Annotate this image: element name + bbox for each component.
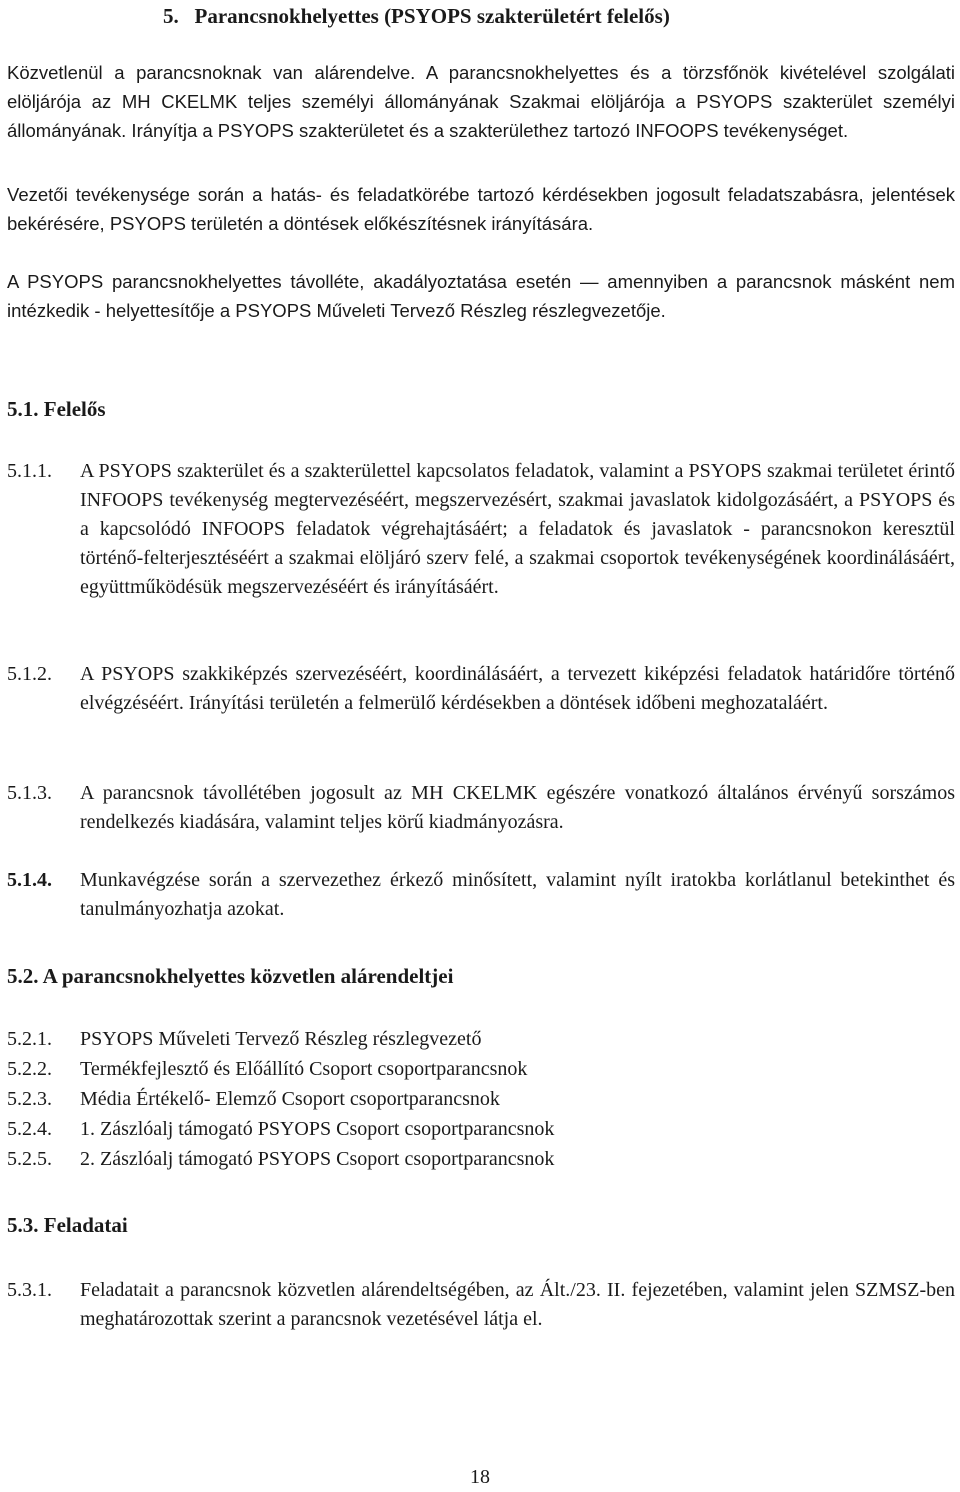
- list-item-5-2-4: [7, 1115, 554, 1144]
- item-number: 5.1.1.: [7, 460, 52, 482]
- list-item-5-1-4: [7, 866, 955, 924]
- item-text: 2. Zászlóalj támogató PSYOPS Csoport csoportparancsnok: [80, 1148, 555, 1170]
- list-item-5-2-3: [7, 1085, 500, 1114]
- section-5-title: Parancsnokhelyettes (PSYOPS szakterületért felelős): [194, 4, 670, 28]
- item-number: 5.1.2.: [7, 663, 52, 685]
- item-text: Média Értékelő- Elemző Csoport csoportparancsnok: [80, 1088, 500, 1110]
- intro-paragraph-1: Közvetlenül a parancsnoknak van alárendelve. A parancsnokhelyettes és a törzsfőnök kivételével szolgálati elöljárója az MH CKELMK teljes személyi állományának Szakmai elöljárója a PSYOPS szakterület személyi állományának. Irányítja a PSYOPS szakterületet és a szakterülethez tartozó INFOOPS tevékenységet.: [7, 62, 955, 141]
- item-number: 5.1.3.: [7, 782, 52, 804]
- item-number: 5.2.5.: [7, 1148, 52, 1170]
- list-item-5-2-1: [7, 1025, 481, 1054]
- item-number: 5.2.4.: [7, 1118, 52, 1140]
- item-number: 5.2.1.: [7, 1028, 52, 1050]
- section-5-2-heading: 5.2. A parancsnokhelyettes közvetlen alárendeltjei: [7, 964, 454, 988]
- item-text: Termékfejlesztő és Előállító Csoport csoportparancsnok: [80, 1058, 528, 1080]
- item-text: A PSYOPS szakkiképzés szervezéséért, koordinálásáért, a tervezett kiképzési feladatok határidőre történő elvégzéséért. Irányítási területén a felmerülő kérdésekben a döntések időbeni meghozataláért.: [80, 663, 955, 714]
- list-item-5-1-2: [7, 660, 955, 718]
- item-text: Munkavégzése során a szervezethez érkező minősített, valamint nyílt iratokba korlátlanul betekinthet és tanulmányozhatja azokat.: [80, 869, 955, 920]
- list-item-5-2-2: [7, 1055, 527, 1084]
- intro-paragraph-2: Vezetői tevékenysége során a hatás- és feladatkörébe tartozó kérdésekben jogosult feladatszabásra, jelentések bekérésére, PSYOPS területén a döntések előkészítésnek irányítására.: [7, 184, 955, 234]
- page-number: 18: [470, 1466, 490, 1488]
- item-number: 5.1.4.: [7, 869, 52, 891]
- item-text: Feladatait a parancsnok közvetlen alárendeltségében, az Ált./23. II. fejezetében, valamint jelen SZMSZ-ben meghatározottak szerint a parancsnok vezetésével látja el.: [80, 1279, 955, 1330]
- list-item-5-2-5: [7, 1145, 554, 1174]
- section-5-1-heading: 5.1. Felelős: [7, 397, 106, 421]
- item-number: 5.2.2.: [7, 1058, 52, 1080]
- list-item-5-1-3: [7, 779, 955, 837]
- item-number: 5.3.1.: [7, 1279, 52, 1301]
- section-5-heading: [163, 3, 670, 29]
- item-number: 5.2.3.: [7, 1088, 52, 1110]
- section-5-3-heading: 5.3. Feladatai: [7, 1213, 128, 1237]
- list-item-5-3-1: [7, 1276, 955, 1334]
- list-item-5-1-1: [7, 457, 955, 602]
- item-text: A PSYOPS szakterület és a szakterülettel kapcsolatos feladatok, valamint a PSYOPS szakmai területet érintő INFOOPS tevékenység megtervezéséért, megszervezésért, szakmai javaslatok kidolgozásáért, a PSYOPS és a kapcsolódó INFOOPS feladatok végrehajtásáért; a feladatok és javaslatok - parancsnokon keresztül történő-felterjesztéséért a szakmai elöljáró szerv felé, a szakmai csoportok tevékenységének koordinálásáért, együttműködésük megszervezéséért és irányításáért.: [80, 460, 955, 598]
- item-text: A parancsnok távollétében jogosult az MH CKELMK egészére vonatkozó általános érvényű sorszámos rendelkezés kiadására, valamint teljes körű kiadmányozásra.: [80, 782, 955, 833]
- section-5-number: 5.: [163, 4, 179, 28]
- item-text: 1. Zászlóalj támogató PSYOPS Csoport csoportparancsnok: [80, 1118, 555, 1140]
- intro-paragraph-3: A PSYOPS parancsnokhelyettes távolléte, akadályoztatása esetén — amennyiben a parancsnok másként nem intézkedik - helyettesítője a PSYOPS Műveleti Tervező Részleg részlegvezetője.: [7, 271, 955, 321]
- item-text: PSYOPS Műveleti Tervező Részleg részlegvezető: [80, 1028, 482, 1050]
